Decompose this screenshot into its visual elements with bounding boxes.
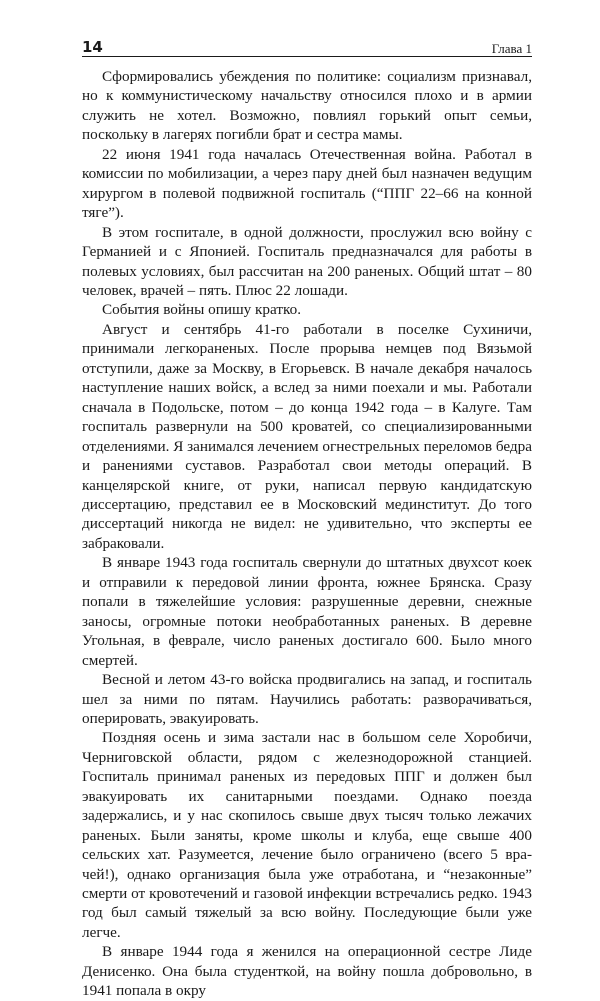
paragraph: 22 июня 1941 года началась Отечественная война. Работал в комиссии по мобилизации, а через пару дней был назначен ведущим хирургом в полевой подвижной госпиталь (“ППГ 22–66 на конной тяге”). [82,145,532,222]
paragraph: Сформировались убеждения по политике: социализм признавал, но к коммунистическому начальству относился плохо и в армии служить не хотел. Возможно, повлиял горький опыт семьи, поскольку в лагерях погибли брат и сестра мамы. [82,68,532,144]
paragraph: Август и сентябрь 41-го работали в поселке Сухиничи, принимали легкораненых. После прорыва немцев под Вязьмой отступили, даже за Москву, в Егорьевск. В начале декабря началось наступление наших войск, а вслед за ними поехали и мы. Работали сначала в Подольске, потом – до конца 1942 года – в Калуге. Там госпиталь развернули на 500 кроватей, со специализированными отделениями. Я занимался лечением огнестрельных переломов бедра и ранениями суставов. Разработал свои методы операций. В канцелярской книге, от руки, написал первую кандидатскую диссертацию, представил ее в Московский мединститут. До того диссертаций никогда не видел: не удивительно, что эксперты ее забраковали. [82,320,532,552]
paragraph: События войны опишу кратко. [102,301,302,319]
paragraph: В январе 1943 года госпиталь свернули до штатных двухсот коек и отправили к передовой линии фронта, южнее Брянска. Сразу попали в тяжелейшие условия: разрушенные деревни, снежные заносы, огромные потоки необработанных раненых. В деревне Угольная, в феврале, число раненых достигало 600. Было много смертей. [82,554,532,669]
paragraph: В этом госпитале, в одной должности, прослужил всю войну с Германией и с Японией. Госпиталь предназначался для работы в полевых условиях, был рассчитан на 200 раненых. Общий штат – 80 человек, врачей – пять. Плюс 22 лошади. [82,223,532,299]
chapter-title: Глава 1 [491,41,532,56]
paragraph: В январе 1944 года я женился на операционной сестре Лиде Денисенко. Она была студенткой, на войну пошла добровольно, в 1941 попала в окру [82,943,532,1000]
running-header [82,36,532,57]
page-number: 14 [82,38,103,56]
paragraph: Весной и летом 43-го войска продвигались на запад, и госпиталь шел за ними по пятам. Научились работать: разворачиваться, оперировать, эвакуировать. [82,671,532,727]
book-page [82,36,532,1001]
paragraph: Поздняя осень и зима застали нас в большом селе Хоробичи, Черниговской области, рядом с железнодорожной станцией. Госпиталь принимал раненых из передовых ППГ и должен был эвакуировать их санитарными поездами. Однако поезда задержались, и у нас скопилось свыше двух тысяч только лежачих раненых. Были заняты, кроме школы и клуба, еще свыше 400 сельских хат. Разумеется, лечение было ограничено (всего 5 врачей!), однако организация была уже отработана, и “незаконные” смерти от кровотечений и газовой инфекции встречались редко. 1943 год был самый тяжелый за всю войну. Последующие были уже легче. [82,729,532,941]
page-body [82,67,532,1001]
